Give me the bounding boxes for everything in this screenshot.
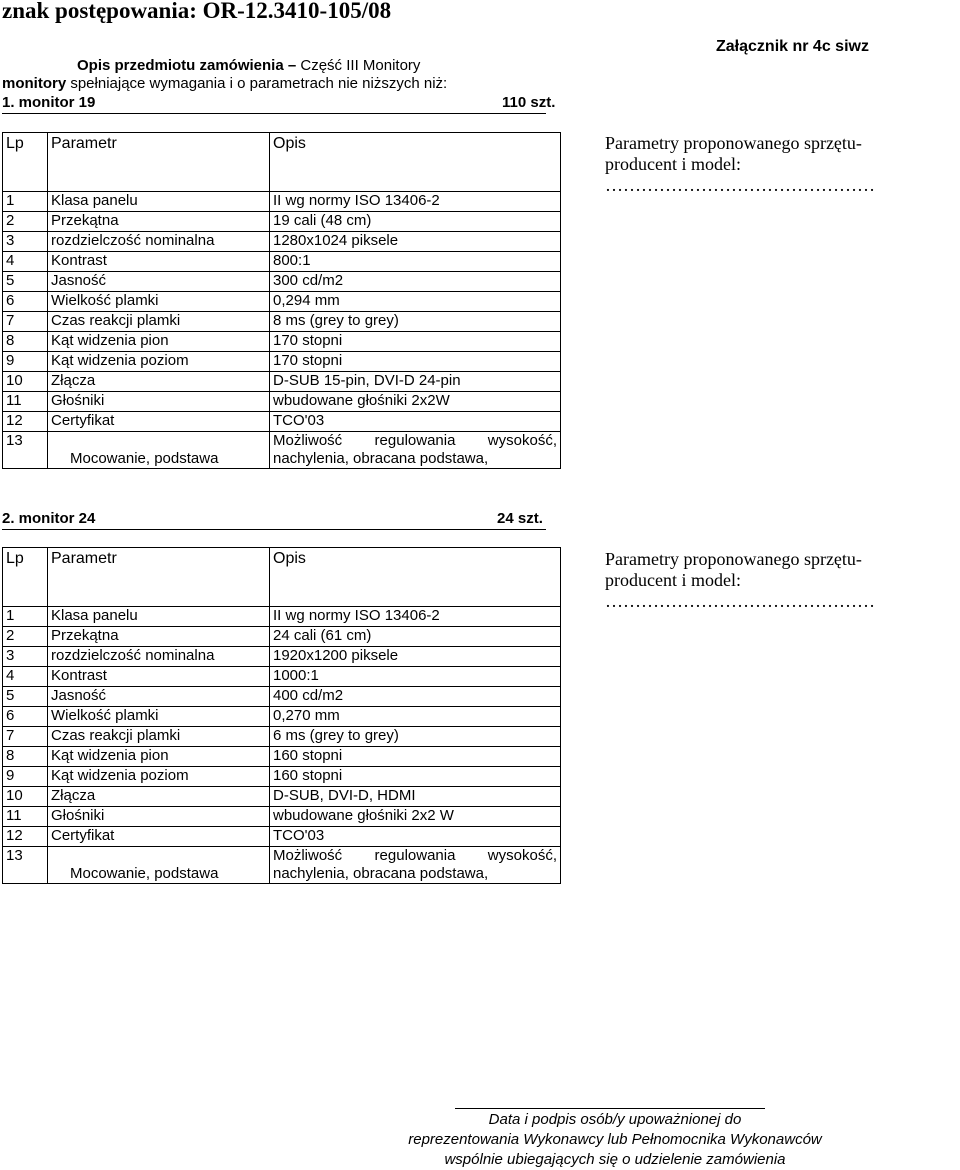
row-desc: 8 ms (grey to grey) <box>270 312 561 332</box>
subject-bold: Opis przedmiotu zamówienia – <box>77 57 297 74</box>
table-row <box>3 847 561 884</box>
row-lp: 5 <box>3 272 48 292</box>
row-desc-line-1: Możliwość regulowania wysokość, <box>273 847 557 864</box>
row-desc: 19 cali (48 cm) <box>270 212 561 232</box>
table-row <box>3 192 561 212</box>
row-desc <box>270 847 561 884</box>
row-desc: TCO'03 <box>270 412 561 432</box>
row-lp: 7 <box>3 727 48 747</box>
row-lp: 11 <box>3 392 48 412</box>
case-number: znak postępowania: OR-12.3410-105/08 <box>2 0 392 23</box>
row-desc: 800:1 <box>270 252 561 272</box>
row-lp: 4 <box>3 252 48 272</box>
row-lp: 7 <box>3 312 48 332</box>
annex-label: Załącznik nr 4c siwz <box>716 38 869 55</box>
row-param: Złącza <box>48 372 270 392</box>
row-lp: 2 <box>3 212 48 232</box>
table-row <box>3 787 561 807</box>
row-param: Mocowanie, podstawa <box>48 847 270 884</box>
row-desc: 0,270 mm <box>270 707 561 727</box>
row-param: Klasa panelu <box>48 607 270 627</box>
proposed-header: Parametry proponowanego sprzętu- producent i model: <box>605 133 862 174</box>
table-row <box>3 727 561 747</box>
row-desc-line-1: Możliwość regulowania wysokość, <box>273 432 557 449</box>
proposed-dots: ……………………………………… <box>605 591 875 611</box>
row-param: Kąt widzenia pion <box>48 332 270 352</box>
proposed-dots: ……………………………………… <box>605 175 875 195</box>
row-lp: 10 <box>3 372 48 392</box>
row-param: rozdzielczość nominalna <box>48 232 270 252</box>
table-row <box>3 747 561 767</box>
row-param: Kontrast <box>48 252 270 272</box>
row-desc: D-SUB 15-pin, DVI-D 24-pin <box>270 372 561 392</box>
table-header-row <box>3 133 561 192</box>
row-desc: 300 cd/m2 <box>270 272 561 292</box>
row-desc: 160 stopni <box>270 747 561 767</box>
row-lp: 13 <box>3 432 48 469</box>
signature-line-3: wspólnie ubiegających się o udzielenie zamówienia <box>444 1151 786 1168</box>
table-row <box>3 332 561 352</box>
row-lp: 4 <box>3 667 48 687</box>
row-desc: 1280x1024 piksele <box>270 232 561 252</box>
section-1-underline <box>2 113 546 114</box>
signature-line-1: Data i podpis osób/y upoważnionej do <box>488 1111 742 1128</box>
row-desc: 6 ms (grey to grey) <box>270 727 561 747</box>
row-lp: 3 <box>3 647 48 667</box>
requirements-rest: spełniające wymagania i o parametrach nie niższych niż: <box>66 75 448 92</box>
row-desc: 1920x1200 piksele <box>270 647 561 667</box>
row-param: Głośniki <box>48 392 270 412</box>
row-param: Certyfikat <box>48 827 270 847</box>
table-row <box>3 707 561 727</box>
row-desc: II wg normy ISO 13406-2 <box>270 192 561 212</box>
row-lp: 6 <box>3 707 48 727</box>
row-param: Klasa panelu <box>48 192 270 212</box>
table-row <box>3 232 561 252</box>
signature-line-2: reprezentowania Wykonawcy lub Pełnomocnika Wykonawców <box>408 1131 822 1148</box>
subject-line <box>77 57 420 74</box>
row-desc: 170 stopni <box>270 332 561 352</box>
row-desc-line-2: nachylenia, obracana podstawa, <box>273 450 489 467</box>
row-lp: 6 <box>3 292 48 312</box>
row-param: Mocowanie, podstawa <box>48 432 270 469</box>
row-lp: 11 <box>3 807 48 827</box>
row-param: Wielkość plamki <box>48 707 270 727</box>
section-2-underline <box>2 529 546 530</box>
row-desc: 0,294 mm <box>270 292 561 312</box>
row-lp: 8 <box>3 332 48 352</box>
row-desc: 170 stopni <box>270 352 561 372</box>
column-header-param: Parametr <box>48 548 270 607</box>
row-param: Czas reakcji plamki <box>48 312 270 332</box>
column-header-desc: Opis <box>270 548 561 607</box>
column-header-param: Parametr <box>48 133 270 192</box>
row-param: Czas reakcji plamki <box>48 727 270 747</box>
row-param: Przekątna <box>48 627 270 647</box>
table-row <box>3 767 561 787</box>
signature-line <box>455 1108 765 1109</box>
row-param: Głośniki <box>48 807 270 827</box>
column-header-desc: Opis <box>270 133 561 192</box>
requirements-line <box>2 75 447 92</box>
table-header-row <box>3 548 561 607</box>
row-lp: 3 <box>3 232 48 252</box>
row-desc: 160 stopni <box>270 767 561 787</box>
row-param: Certyfikat <box>48 412 270 432</box>
section-1-quantity: 110 szt. <box>502 94 556 111</box>
row-param: Kąt widzenia poziom <box>48 767 270 787</box>
section-2-proposed <box>605 549 875 612</box>
row-lp: 12 <box>3 412 48 432</box>
table-row <box>3 372 561 392</box>
row-lp: 9 <box>3 767 48 787</box>
row-lp: 5 <box>3 687 48 707</box>
section-1-table <box>2 132 561 469</box>
table-row <box>3 687 561 707</box>
table-row <box>3 667 561 687</box>
row-param: Jasność <box>48 272 270 292</box>
table-row <box>3 352 561 372</box>
row-param: Kąt widzenia pion <box>48 747 270 767</box>
row-lp: 13 <box>3 847 48 884</box>
row-param: Kontrast <box>48 667 270 687</box>
row-desc <box>270 432 561 469</box>
row-lp: 2 <box>3 627 48 647</box>
table-row <box>3 252 561 272</box>
row-param: Kąt widzenia poziom <box>48 352 270 372</box>
table-row <box>3 272 561 292</box>
row-desc: wbudowane głośniki 2x2W <box>270 392 561 412</box>
table-row <box>3 627 561 647</box>
table-row <box>3 607 561 627</box>
section-2-table <box>2 547 561 884</box>
table-row <box>3 292 561 312</box>
section-1-proposed <box>605 133 875 196</box>
signature-caption <box>380 1110 850 1170</box>
table-row <box>3 212 561 232</box>
row-param: Wielkość plamki <box>48 292 270 312</box>
row-desc: D-SUB, DVI-D, HDMI <box>270 787 561 807</box>
row-desc-line-2: nachylenia, obracana podstawa, <box>273 865 489 882</box>
table-row <box>3 392 561 412</box>
table-row <box>3 807 561 827</box>
proposed-header: Parametry proponowanego sprzętu- producent i model: <box>605 549 862 590</box>
row-param: Złącza <box>48 787 270 807</box>
row-param: Przekątna <box>48 212 270 232</box>
subject-rest: Część III Monitory <box>296 57 421 74</box>
column-header-lp: Lp <box>3 548 48 607</box>
section-2-quantity: 24 szt. <box>497 510 543 527</box>
row-lp: 9 <box>3 352 48 372</box>
row-desc: TCO'03 <box>270 827 561 847</box>
table-row <box>3 432 561 469</box>
row-lp: 1 <box>3 607 48 627</box>
row-lp: 12 <box>3 827 48 847</box>
table-row <box>3 827 561 847</box>
table-row <box>3 412 561 432</box>
section-2-title: 2. monitor 24 <box>2 510 96 527</box>
table-row <box>3 647 561 667</box>
row-param: rozdzielczość nominalna <box>48 647 270 667</box>
row-desc: II wg normy ISO 13406-2 <box>270 607 561 627</box>
row-desc: wbudowane głośniki 2x2 W <box>270 807 561 827</box>
section-1-title: 1. monitor 19 <box>2 94 96 111</box>
row-param: Jasność <box>48 687 270 707</box>
row-desc: 24 cali (61 cm) <box>270 627 561 647</box>
row-desc: 400 cd/m2 <box>270 687 561 707</box>
row-desc: 1000:1 <box>270 667 561 687</box>
row-lp: 10 <box>3 787 48 807</box>
row-lp: 8 <box>3 747 48 767</box>
row-lp: 1 <box>3 192 48 212</box>
table-row <box>3 312 561 332</box>
requirements-bold: monitory <box>2 75 67 92</box>
column-header-lp: Lp <box>3 133 48 192</box>
